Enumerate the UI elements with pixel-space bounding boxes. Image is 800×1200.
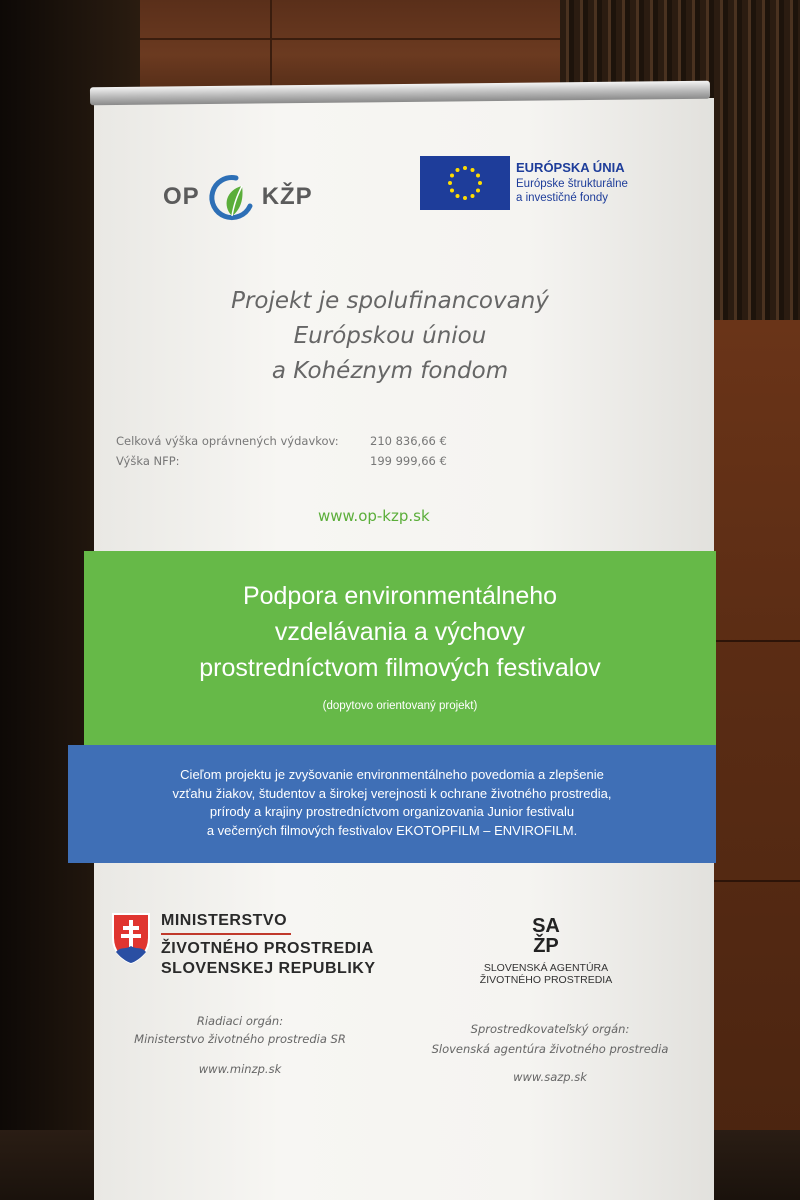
- ministry-role-label: Riadiaci orgán:: [196, 1014, 284, 1028]
- op-logo-text: OP: [163, 183, 200, 210]
- cofinancing-line: Projekt je spolufinancovaný: [231, 288, 549, 314]
- kzp-logo-text: KŽP: [261, 183, 313, 210]
- project-description: [80, 766, 704, 840]
- cofinancing-line: Európskou úniou: [293, 323, 487, 349]
- sazp-logo-icon: [522, 912, 570, 956]
- sazp-logo-letters-top: SA: [532, 915, 560, 937]
- description-line: a večerných filmových festivalov EKOTOPFILM – ENVIROFILM.: [206, 822, 578, 838]
- eu-subtitle: [516, 177, 666, 205]
- ministry-name-line: ŽIVOTNÉHO PROSTREDIA: [161, 940, 374, 957]
- wood-seam: [700, 880, 800, 882]
- wood-seam: [140, 38, 560, 40]
- ministry-url: www.minzp.sk: [198, 1062, 282, 1076]
- project-title: [84, 578, 716, 686]
- leaf-icon: [206, 172, 256, 222]
- cofinancing-line: a Kohéznym fondom: [271, 358, 509, 384]
- sazp-name-line: SLOVENSKÁ AGENTÚRA: [483, 962, 609, 974]
- ministry-name-line: SLOVENSKEJ REPUBLIKY: [161, 960, 376, 977]
- op-kzp-url: www.op-kzp.sk: [318, 507, 430, 525]
- ministry-name-line: MINISTERSTVO: [161, 912, 288, 929]
- eu-title: EURÓPSKA ÚNIA: [516, 160, 625, 175]
- sazp-role-label: Sprostredkovateľský orgán:: [470, 1022, 630, 1036]
- sazp-logo-letters-bottom: ŽP: [533, 935, 559, 956]
- sazp-role-name: Slovenská agentúra životného prostredia: [431, 1042, 669, 1056]
- ministry-red-rule: [161, 933, 291, 935]
- description-line: prírody a krajiny prostredníctvom organizovania Junior festivalu: [209, 804, 575, 819]
- description-line: Cieľom projektu je zvyšovanie environmentálneho povedomia a zlepšenie: [180, 767, 604, 782]
- expense-label: Celková výška oprávnených výdavkov:: [116, 434, 339, 448]
- expense-value: 210 836,66 €: [370, 434, 447, 448]
- description-line: vzťahu žiakov, študentov a širokej verejnosti k ochrane životného prostredia,: [172, 785, 612, 801]
- cofinancing-statement: [180, 284, 600, 389]
- eu-subtitle-line: Európske štrukturálne: [516, 178, 628, 190]
- sazp-name-line: ŽIVOTNÉHO PROSTREDIA: [479, 974, 613, 986]
- project-title-line: prostredníctvom filmových festivalov: [199, 654, 601, 682]
- op-kzp-logo: [163, 172, 313, 222]
- project-title-line: vzdelávania a výchovy: [274, 618, 526, 646]
- eu-stars-icon: [420, 156, 510, 210]
- eu-subtitle-line: a investičné fondy: [516, 192, 609, 204]
- project-subtitle: (dopytovo orientovaný projekt): [322, 700, 478, 712]
- project-title-line: Podpora environmentálneho: [242, 582, 558, 610]
- expense-value: 199 999,66 €: [370, 454, 447, 468]
- ministry-role-name: Ministerstvo životného prostredia SR: [134, 1032, 346, 1046]
- sazp-url: www.sazp.sk: [513, 1070, 587, 1084]
- slovak-coat-of-arms-icon: [111, 912, 151, 964]
- eu-flag: [420, 156, 510, 210]
- expense-label: Výška NFP:: [116, 454, 180, 468]
